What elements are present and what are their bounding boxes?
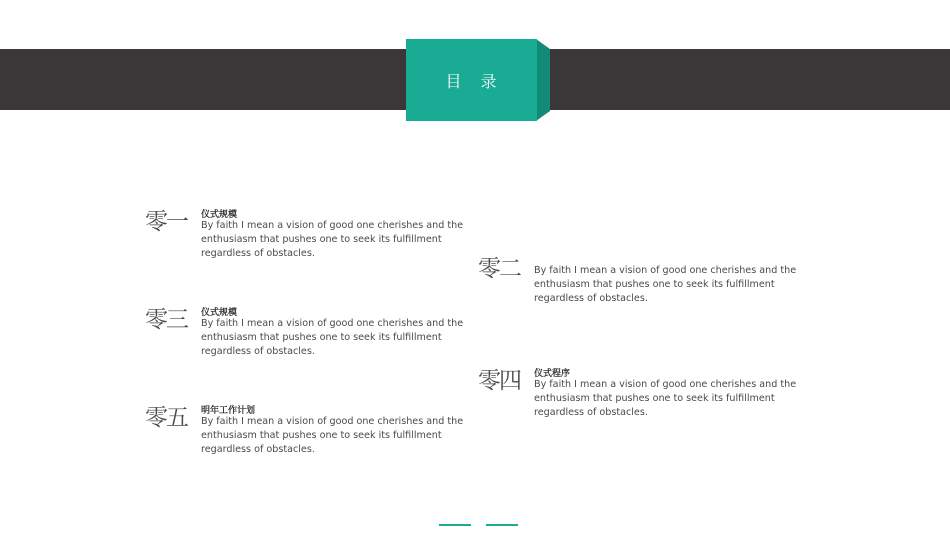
footer-dash-left [439, 524, 471, 526]
item-heading: 仪式规模 [201, 210, 238, 220]
item-number: 零四 [478, 368, 520, 394]
item-description: By faith I mean a vision of good one cherishes and the enthusiasm that pushes one to seek its fulfillment regardless of obstacles. [534, 379, 797, 419]
page-title: 目 录 [406, 39, 537, 121]
item-number: 零五 [145, 405, 187, 431]
item-number: 零三 [145, 307, 187, 333]
item-heading: 仪式规模 [201, 308, 238, 318]
item-heading: 仪式程序 [534, 369, 571, 379]
item-heading: 明年工作计划 [201, 406, 256, 416]
ribbon-fold [536, 39, 550, 121]
item-description: By faith I mean a vision of good one cherishes and the enthusiasm that pushes one to seek its fulfillment regardless of obstacles. [201, 318, 464, 358]
footer-dash-right [486, 524, 518, 526]
item-number: 零一 [145, 209, 187, 235]
item-description: By faith I mean a vision of good one cherishes and the enthusiasm that pushes one to seek its fulfillment regardless of obstacles. [534, 265, 797, 305]
item-description: By faith I mean a vision of good one cherishes and the enthusiasm that pushes one to seek its fulfillment regardless of obstacles. [201, 416, 464, 456]
item-number: 零二 [478, 256, 520, 282]
item-description: By faith I mean a vision of good one cherishes and the enthusiasm that pushes one to seek its fulfillment regardless of obstacles. [201, 220, 464, 260]
